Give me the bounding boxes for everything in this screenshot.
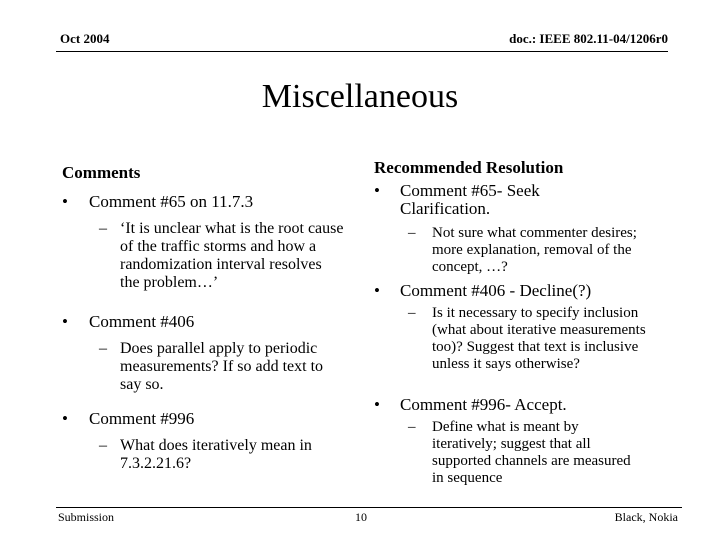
right-resolution-996: Comment #996- Accept.: [400, 395, 567, 414]
left-comment-406-detail: Does parallel apply to periodic measurements? If so add text to say so.: [120, 340, 324, 393]
right-resolution-65: Comment #65- Seek Clarification.: [400, 181, 540, 218]
header-rule: [56, 51, 668, 52]
right-bullet-1: •: [374, 181, 380, 200]
left-comment-996-detail: What does iteratively mean in 7.3.2.21.6?: [120, 437, 312, 472]
footer-rule: [56, 507, 682, 508]
right-dash-3: –: [408, 419, 416, 435]
left-bullet-2: •: [62, 312, 68, 331]
header-date: Oct 2004: [60, 31, 110, 46]
page-number: 10: [355, 510, 367, 524]
right-bullet-3: •: [374, 395, 380, 414]
left-dash-3: –: [99, 437, 107, 454]
right-resolution-65-detail: Not sure what commenter desires; more explanation, removal of the concept, …?: [432, 225, 637, 275]
right-resolution-996-detail: Define what is meant by iteratively; suggest that all supported channels are measured in sequence: [432, 419, 631, 486]
resolution-heading: Recommended Resolution: [374, 158, 564, 177]
left-comment-406: Comment #406: [89, 312, 195, 331]
left-comment-996: Comment #996: [89, 409, 195, 428]
left-comment-65-detail: ‘It is unclear what is the root cause of the traffic storms and how a randomization interval resolves the problem…’: [120, 220, 344, 291]
footer-author: Black, Nokia: [614, 510, 678, 524]
comments-heading: Comments: [62, 163, 141, 182]
right-resolution-406-detail: Is it necessary to specify inclusion (what about iterative measurements too)? Suggest that text is inclusive unless it says otherwise?: [432, 305, 646, 372]
header-doc-id: doc.: IEEE 802.11-04/1206r0: [509, 31, 668, 46]
right-bullet-2: •: [374, 281, 380, 300]
right-resolution-406: Comment #406 - Decline(?): [400, 281, 592, 300]
footer-submission: Submission: [58, 510, 115, 524]
slide-title: Miscellaneous: [261, 78, 459, 115]
left-bullet-1: •: [62, 192, 68, 211]
left-dash-2: –: [99, 340, 107, 357]
left-bullet-3: •: [62, 409, 68, 428]
right-dash-2: –: [408, 305, 416, 321]
left-dash-1: –: [99, 220, 107, 237]
left-comment-65: Comment #65 on 11.7.3: [89, 192, 254, 211]
right-dash-1: –: [408, 225, 416, 241]
